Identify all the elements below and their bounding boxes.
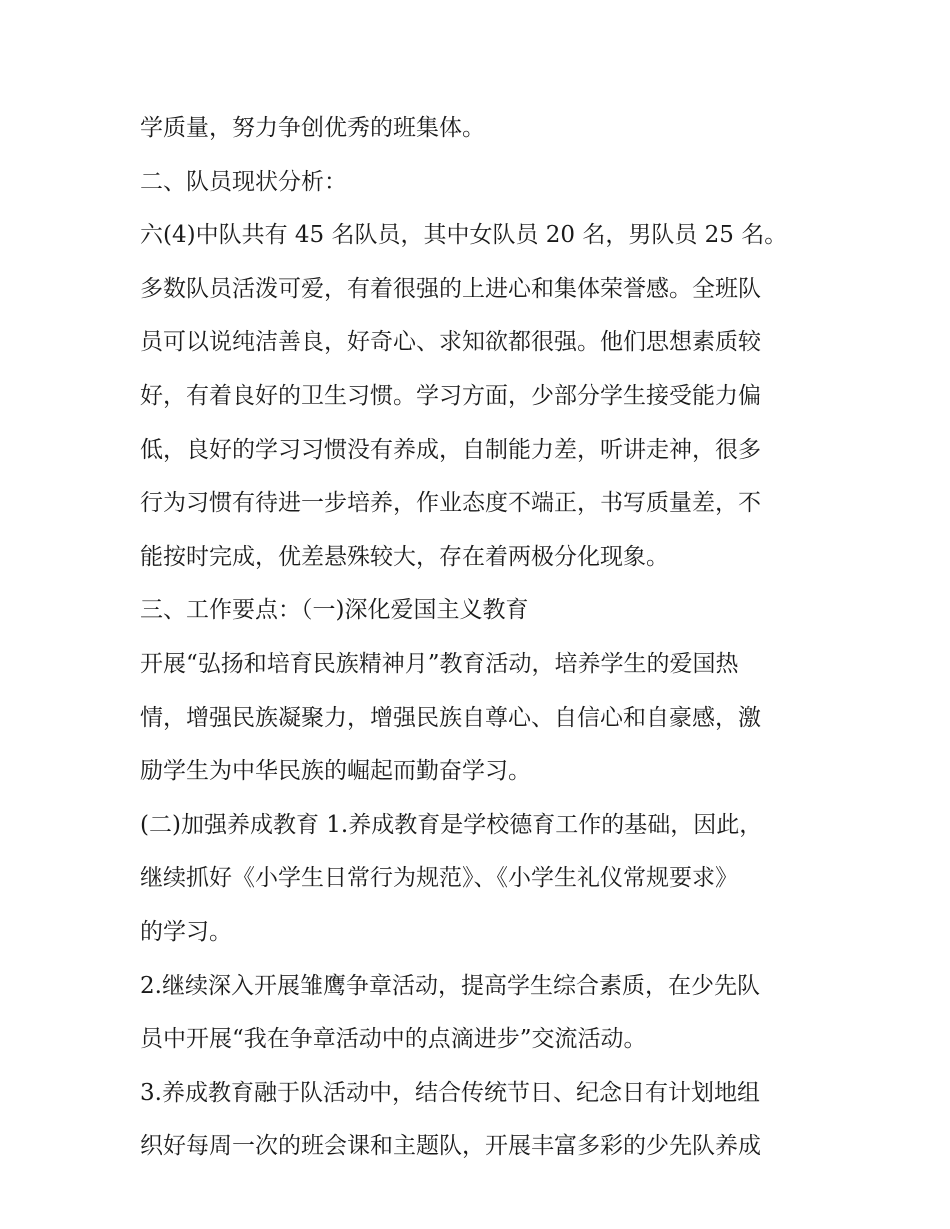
text-line: 励学生为中华民族的崛起而勤奋学习。 (140, 758, 531, 785)
text-line: 能按时完成，优差悬殊较大，存在着两极分化现象。 (140, 543, 669, 570)
text-line: 多数队员活泼可爱，有着很强的上进心和集体荣誉感。全班队 (140, 275, 761, 302)
text-line: 员中开展“我在争章活动中的点滴进步”交流活动。 (140, 1026, 647, 1053)
text-line: 开展“弘扬和培育民族精神月”教育活动，培养学生的爱国热 (140, 650, 739, 677)
text-line: (二)加强养成教育 1.养成教育是学校德育工作的基础，因此， (140, 811, 763, 838)
text-line: 的学习。 (140, 918, 232, 945)
text-line: 2.继续深入开展雏鹰争章活动，提高学生综合素质，在少先队 (140, 972, 760, 999)
text-line: 情，增强民族凝聚力，增强民族自尊心、自信心和自豪感，激 (140, 704, 761, 731)
text-line: 织好每周一次的班会课和主题队，开展丰富多彩的少先队养成 (140, 1133, 761, 1160)
text-line: 3.养成教育融于队活动中，结合传统节日、纪念日有计划地组 (140, 1079, 760, 1106)
text-line: 六(4)中队共有 45 名队员，其中女队员 20 名，男队员 25 名。 (140, 222, 788, 249)
text-line: 行为习惯有待进一步培养，作业态度不端正，书写质量差，不 (140, 490, 761, 517)
section-heading: 二、队员现状分析： (140, 168, 347, 195)
text-line: 继续抓好《小学生日常行为规范》、《小学生礼仪常规要求》 (140, 865, 738, 892)
document-body (140, 110, 820, 1182)
text-line: 学质量，努力争创优秀的班集体。 (140, 115, 485, 141)
text-line: 好，有着良好的卫生习惯。学习方面，少部分学生接受能力偏 (140, 382, 761, 409)
section-heading: 三、工作要点：（一)深化爱国主义教育 (140, 597, 529, 624)
text-line: 低，良好的学习习惯没有养成，自制能力差，听讲走神，很多 (140, 436, 761, 463)
text-line: 员可以说纯洁善良，好奇心、求知欲都很强。他们思想素质较 (140, 329, 761, 356)
